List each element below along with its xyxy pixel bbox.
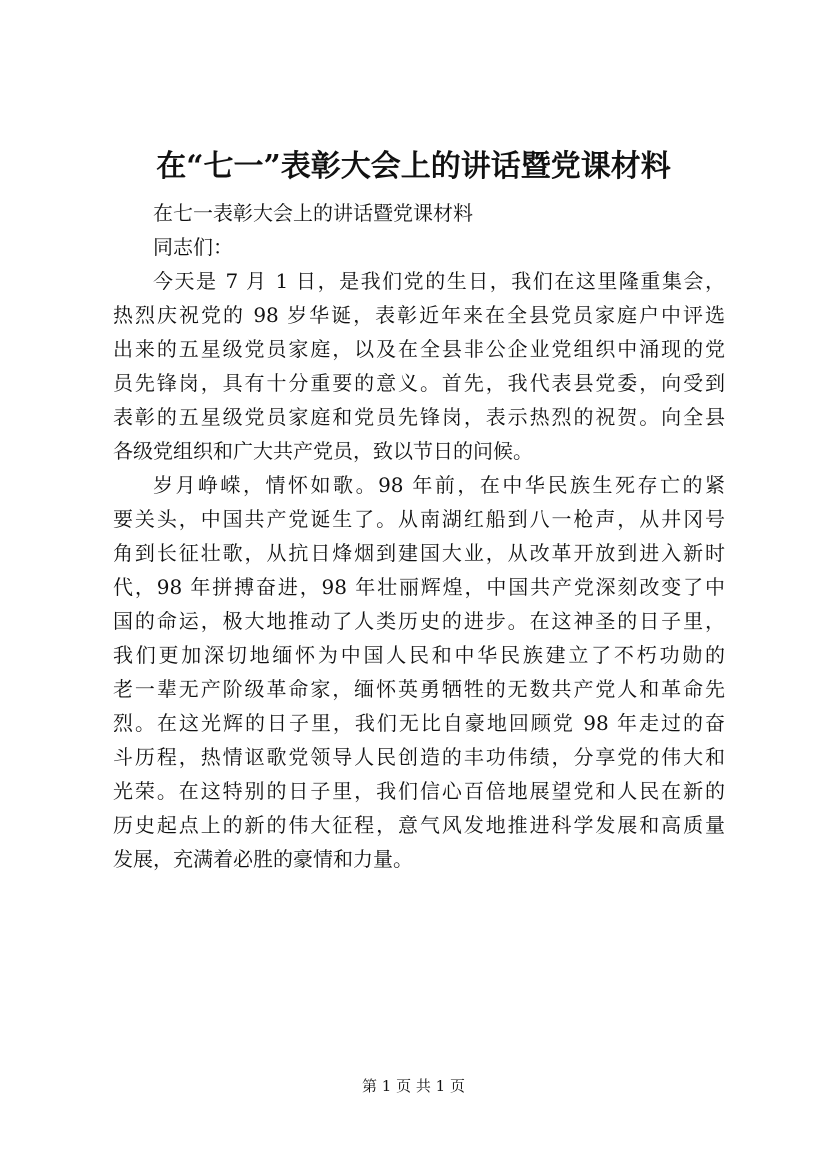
paragraph-2 bbox=[113, 468, 725, 876]
salutation: 同志们： bbox=[153, 235, 233, 259]
paragraph-line: 各级党组织和广大共产党员，致以节日的问候。 bbox=[113, 439, 533, 463]
paragraph-line: 要关头，中国共产党诞生了。从南湖红船到八一枪声，从井冈号 bbox=[113, 507, 725, 531]
paragraph-line: 国的命运，极大地推动了人类历史的进步。在这神圣的日子里， bbox=[113, 609, 725, 633]
paragraph-line: 烈。在这光辉的日子里，我们无比自豪地回顾党 98 年走过的奋 bbox=[113, 711, 725, 735]
document-title: 在“七一”表彰大会上的讲话暨党课材料 bbox=[156, 149, 671, 184]
paragraph-1 bbox=[113, 264, 725, 468]
document-subtitle: 在七一表彰大会上的讲话暨党课材料 bbox=[153, 201, 473, 225]
paragraph-line: 今天是 7 月 1 日，是我们党的生日，我们在这里隆重集会， bbox=[153, 269, 725, 293]
paragraph-line: 我们更加深切地缅怀为中国人民和中华民族建立了不朽功勋的 bbox=[113, 643, 725, 667]
paragraph-line: 岁月峥嵘，情怀如歌。98 年前，在中华民族生死存亡的紧 bbox=[153, 473, 725, 497]
paragraph-line: 发展，充满着必胜的豪情和力量。 bbox=[113, 847, 413, 871]
paragraph-line: 热烈庆祝党的 98 岁华诞，表彰近年来在全县党员家庭户中评选 bbox=[113, 303, 725, 327]
paragraph-line: 历史起点上的新的伟大征程，意气风发地推进科学发展和高质量 bbox=[113, 813, 725, 837]
paragraph-line: 斗历程，热情讴歌党领导人民创造的丰功伟绩，分享党的伟大和 bbox=[113, 745, 725, 769]
paragraph-line: 角到长征壮歌，从抗日烽烟到建国大业，从改革开放到进入新时 bbox=[113, 541, 725, 565]
document-body bbox=[113, 196, 725, 876]
paragraph-line: 表彰的五星级党员家庭和党员先锋岗，表示热烈的祝贺。向全县 bbox=[113, 405, 725, 429]
paragraph-line: 出来的五星级党员家庭，以及在全县非公企业党组织中涌现的党 bbox=[113, 337, 725, 361]
paragraph-line: 员先锋岗，具有十分重要的意义。首先，我代表县党委，向受到 bbox=[113, 371, 725, 395]
paragraph-line: 代，98 年拼搏奋进，98 年壮丽辉煌，中国共产党深刻改变了中 bbox=[113, 575, 725, 599]
paragraph-line: 光荣。在这特别的日子里，我们信心百倍地展望党和人民在新的 bbox=[113, 779, 725, 803]
page-number: 第 1 页 共 1 页 bbox=[362, 1077, 465, 1095]
paragraph-line: 老一辈无产阶级革命家，缅怀英勇牺牲的无数共产党人和革命先 bbox=[113, 677, 725, 701]
